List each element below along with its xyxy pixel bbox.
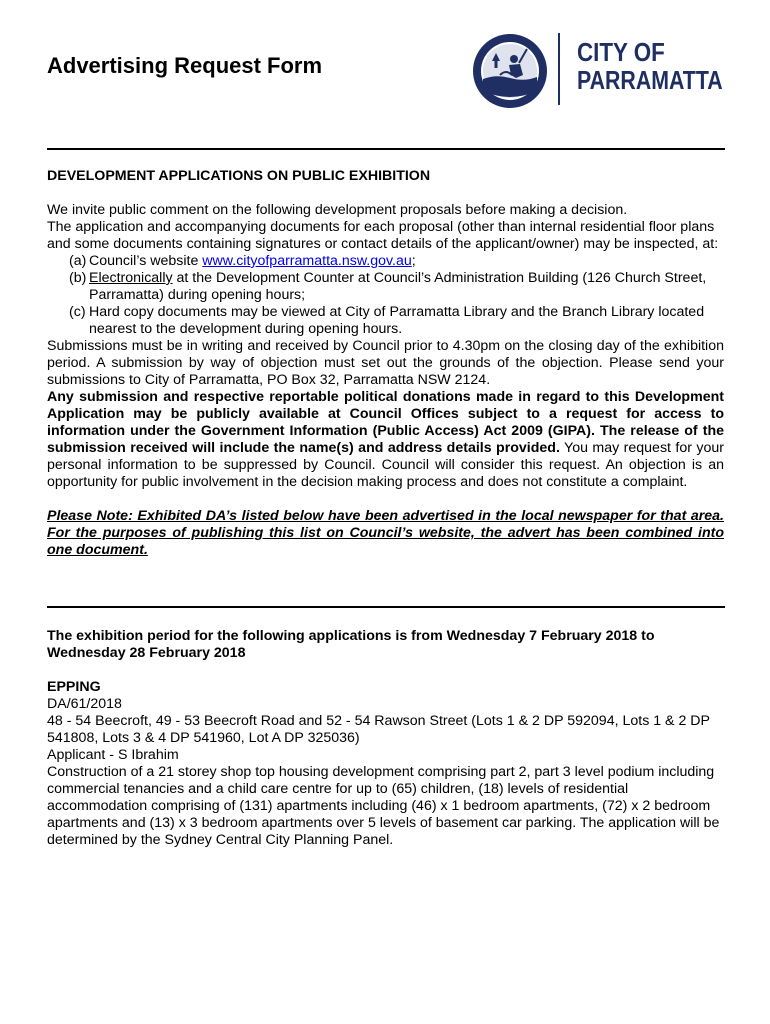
please-note: Please Note: Exhibited DA’s listed below have been advertised in the local newspaper for that area. For the purposes of publishing this list on Council’s website, the advert has been combined into one document. xyxy=(47,508,724,558)
list-item-label: (b) xyxy=(69,270,87,286)
electronically-text: Electronically xyxy=(89,270,173,286)
divider-top xyxy=(47,148,725,150)
list-item-text: at the Development Counter at Council’s Administration Building (126 Church Street, Parramatta) during opening hours; xyxy=(89,270,707,303)
list-item-text: Council’s website xyxy=(89,253,203,269)
section-heading: DEVELOPMENT APPLICATIONS ON PUBLIC EXHIBITION xyxy=(47,168,431,184)
page-title: Advertising Request Form xyxy=(47,53,323,78)
logo-divider xyxy=(558,33,560,105)
da-address: 48 - 54 Beecroft, 49 - 53 Beecroft Road and 52 - 54 Rawson Street (Lots 1 & 2 DP 592094, Lots 1 & 2 DP 541808, Lots 3 & 4 DP 541960, Lot A DP 325036) xyxy=(47,713,710,746)
logo-line-1: CITY OF xyxy=(577,37,665,67)
intro-paragraph: We invite public comment on the following development proposals before making a decision. xyxy=(47,202,628,218)
da-applicant: Applicant - S Ibrahim xyxy=(47,747,179,763)
list-item-suffix: ; xyxy=(411,253,416,269)
city-of-parramatta-logo xyxy=(470,31,760,111)
divider-middle xyxy=(47,606,725,608)
da-description: Construction of a 21 storey shop top housing development comprising part 2, part 3 level podium including commercial tenancies and a child care centre for up to (65) children, (18) levels of residential accommodation comprising of (131) apartments including (46) x 1 bedroom apartments, (72) x 2 bedroom apartments and (13) x 3 bedroom apartments over 5 levels of basement car parking. The application will be determined by the Sydney Central City Planning Panel. xyxy=(47,764,720,848)
gipa-bold-text: Any submission and respective reportable political donations made in regard to this Development Application may be publicly available at Council Offices subject to a request for access to information under the Government Information (Public Access) Act 2009 (GIPA). The release of the submission received will include the name(s) and address details provided. xyxy=(47,389,724,456)
da-number: DA/61/2018 xyxy=(47,696,122,712)
council-website-link[interactable]: www.cityofparramatta.nsw.gov.au xyxy=(202,253,412,269)
gipa-paragraph xyxy=(47,389,724,491)
list-item-text: Hard copy documents may be viewed at City of Parramatta Library and the Branch Library located nearest to the development during opening hours. xyxy=(89,304,705,337)
list-item-label: (a) xyxy=(69,253,87,269)
submissions-paragraph: Submissions must be in writing and received by Council prior to 4.30pm on the closing day of the exhibition period. A submission by way of objection must set out the grounds of the objection. Please send your submissions to City of Parramatta, PO Box 32, Parramatta NSW 2124. xyxy=(47,338,724,388)
inspection-locations-list xyxy=(47,253,724,338)
list-item xyxy=(47,270,724,304)
suburb-heading: EPPING xyxy=(47,679,101,695)
list-item-label: (c) xyxy=(69,304,86,320)
inspection-paragraph: The application and accompanying documents for each proposal (other than internal residential floor plans and some documents containing signatures or contact details of the applicant/owner) may be inspected, at: xyxy=(47,219,719,252)
applications-list xyxy=(47,628,724,849)
logo-line-2: PARRAMATTA xyxy=(577,65,723,95)
list-item xyxy=(47,253,724,270)
logo-wordmark xyxy=(577,39,755,93)
council-seal-icon xyxy=(470,31,550,111)
exhibition-notice xyxy=(47,168,724,559)
gipa-text: You may request for your personal information to be suppressed by Council. Council will consider this request. An objection is an opportunity for public involvement in the decision making process and does not constitute a complaint. xyxy=(47,440,724,490)
exhibition-period: The exhibition period for the following applications is from Wednesday 7 February 2018 to Wednesday 28 February 2018 xyxy=(47,628,655,661)
list-item xyxy=(47,304,724,338)
